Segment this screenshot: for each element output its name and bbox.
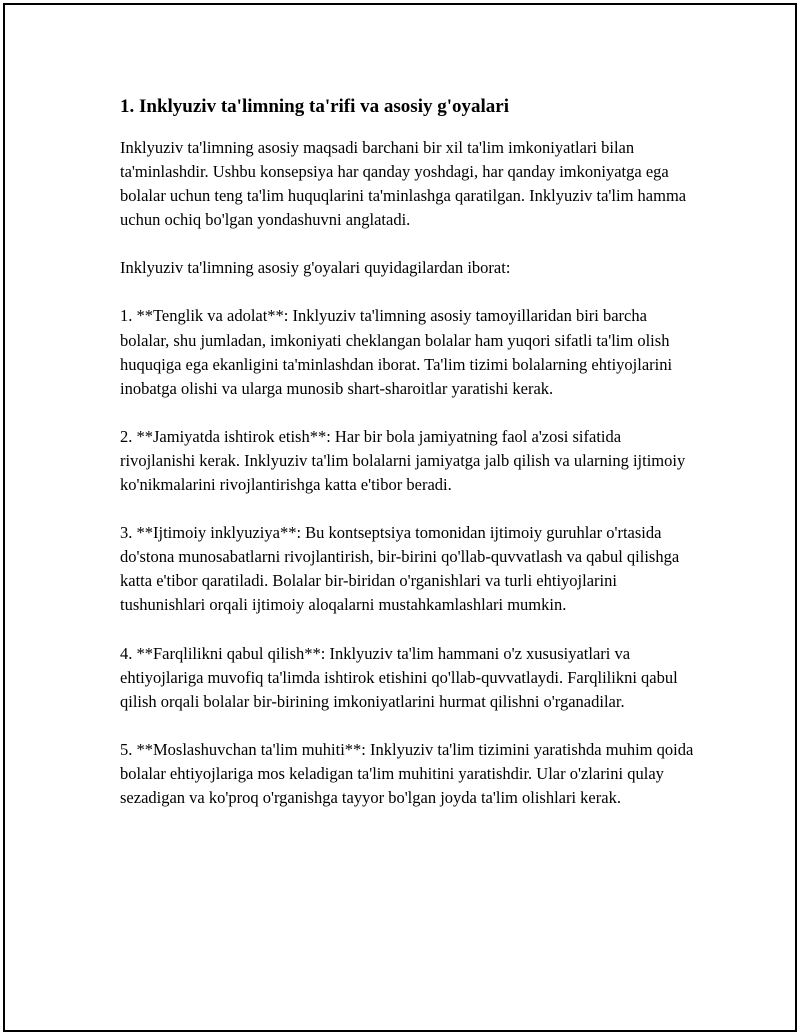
document-body xyxy=(120,95,700,834)
idea-paragraph-social-inclusion: 3. **Ijtimoiy inklyuziya**: Bu kontseptsiya tomonidan ijtimoiy guruhlar o'rtasida do'stona munosabatlarni rivojlantirish, bir-birini qo'llab-quvvatlash va qabul qilishga katta e'tibor qaratiladi. Bolalar bir-biridan o'rganishlari va turli ehtiyojlarini tushunishlari orqali ijtimoiy aloqalarni mustahkamlashlari mumkin. xyxy=(120,523,680,615)
intro-paragraph: Inklyuziv ta'limning asosiy maqsadi barchani bir xil ta'lim imkoniyatlari bilan ta'minlashdir. Ushbu konsepsiya har qanday yoshdagi, har qanday imkoniyatga ega bolalar uchun teng ta'lim huquqlarini ta'minlashga qaratilgan. Inklyuziv ta'lim hamma uchun ochiq bo'lgan yondashuvni anglatadi. xyxy=(120,138,687,230)
page-frame xyxy=(3,3,797,1032)
idea-paragraph-flexible-environment: 5. **Moslashuvchan ta'lim muhiti**: Inklyuziv ta'lim tizimini yaratishda muhim qoida bolalar ehtiyojlariga mos keladigan ta'lim muhitini yaratishdir. Ular o'zlarini qulay sezadigan va ko'proq o'rganishga tayyor bo'lgan joyda ta'lim olishlari kerak. xyxy=(120,739,694,807)
ideas-lead-paragraph: Inklyuziv ta'limning asosiy g'oyalari quyidagilardan iborat: xyxy=(120,258,511,278)
idea-paragraph-equality: 1. **Tenglik va adolat**: Inklyuziv ta'limning asosiy tamoyillaridan biri barcha bolalar, shu jumladan, imkoniyati cheklangan bolalar ham yuqori sifatli ta'lim olish huquqiga ega ekanligini ta'minlashdan iborat. Ta'lim tizimi bolalarning ehtiyojlarini inobatga olishi va ularga munosib shart-sharoitlar yaratishi kerak. xyxy=(120,306,673,398)
section-heading: 1. Inklyuziv ta'limning ta'rifi va asosiy g'oyalari xyxy=(120,96,509,117)
idea-paragraph-participation: 2. **Jamiyatda ishtirok etish**: Har bir bola jamiyatning faol a'zosi sifatida rivojlanishi kerak. Inklyuziv ta'lim bolalarni jamiyatga jalb qilish va ularning ijtimoiy ko'nikmalarini rivojlantirishga katta e'tibor beradi. xyxy=(120,426,686,495)
idea-paragraph-accepting-differences: 4. **Farqlilikni qabul qilish**: Inklyuziv ta'lim hammani o'z xususiyatlari va ehtiyojlariga muvofiq ta'limda ishtirok etishini qo'llab-quvvatlaydi. Farqlilikni qabul qilish orqali bolalar bir-birining imkoniyatlarini hurmat qilishni o'rganadilar. xyxy=(120,643,678,711)
